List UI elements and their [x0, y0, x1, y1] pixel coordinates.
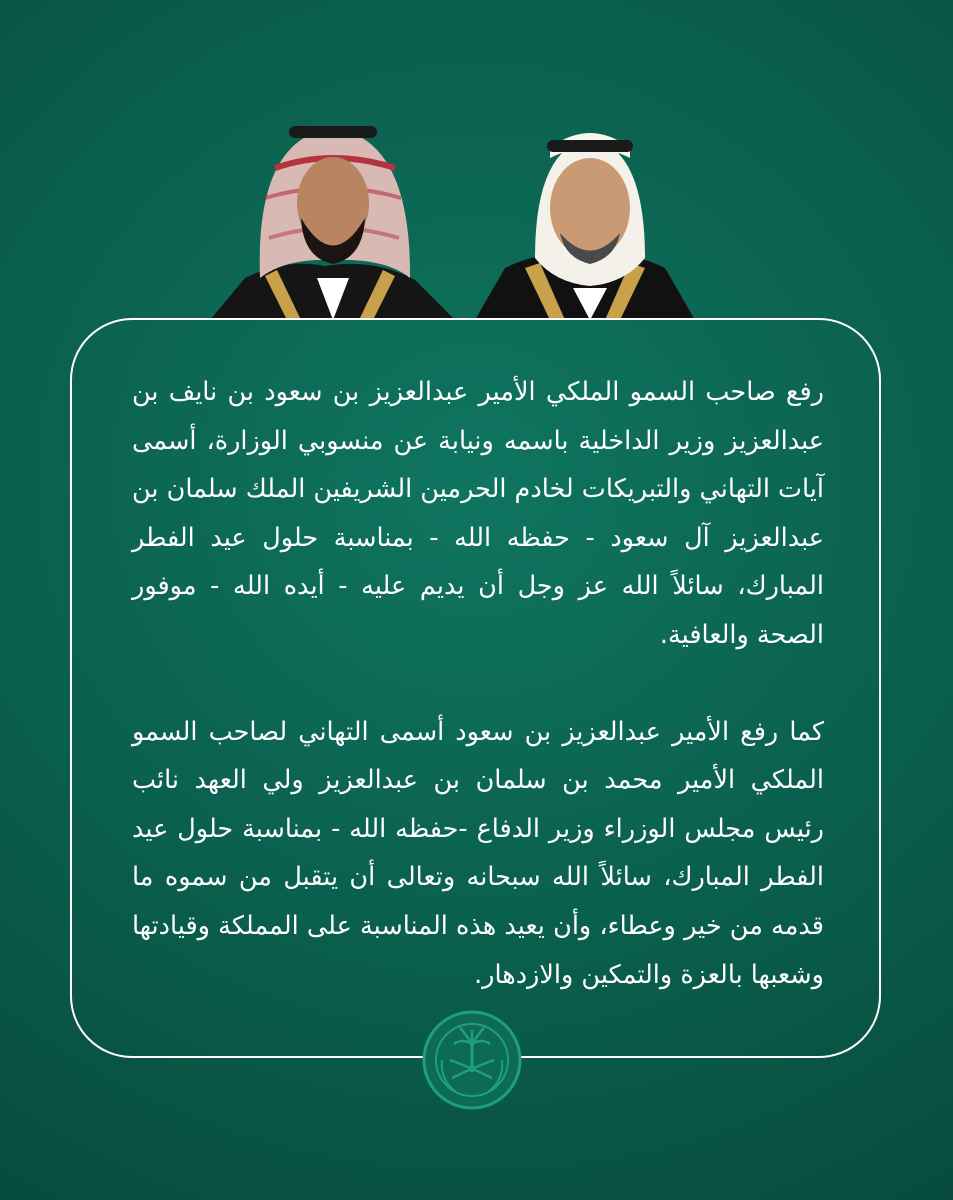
statement-paragraph-2: كما رفع الأمير عبدالعزيز بن سعود أسمى التهاني لصاحب السمو الملكي الأمير محمد بن سلمان بن عبدالعزيز ولي العهد نائب رئيس مجلس الوزراء وزير الدفاع -حفظه الله - بمناسبة حلول عيد الفطر المبارك، سائلاً الله سبحانه وتعالى أن يتقبل من سموه ما قدمه من خير وعطاء، وأن يعيد هذه المناسبة على المملكة وقيادتها وشعبها بالعزة والتمكين والازدهار.: [132, 716, 824, 990]
ministry-seal: [422, 1010, 522, 1110]
statement-text: [132, 368, 824, 999]
crown-prince-portrait-icon: [210, 126, 455, 320]
statement-paragraph-1: رفع صاحب السمو الملكي الأمير عبدالعزيز بن سعود بن نايف بن عبدالعزيز وزير الداخلية باسمه ونيابة عن منسوبي الوزارة، أسمى آيات التهاني والتبريكات لخادم الحرمين الشريفين الملك سلمان بن عبدالعزيز آل سعود - حفظه الله - بمناسبة حلول عيد الفطر المبارك، سائلاً الله عز وجل أن يديم عليه - أيده الله - موفور الصحة والعافية.: [132, 377, 824, 650]
statement-card: [70, 318, 881, 1058]
king-portrait-icon: [475, 133, 695, 320]
leaders-portraits: [205, 108, 765, 320]
ministry-of-interior-emblem-icon: [422, 1010, 522, 1110]
